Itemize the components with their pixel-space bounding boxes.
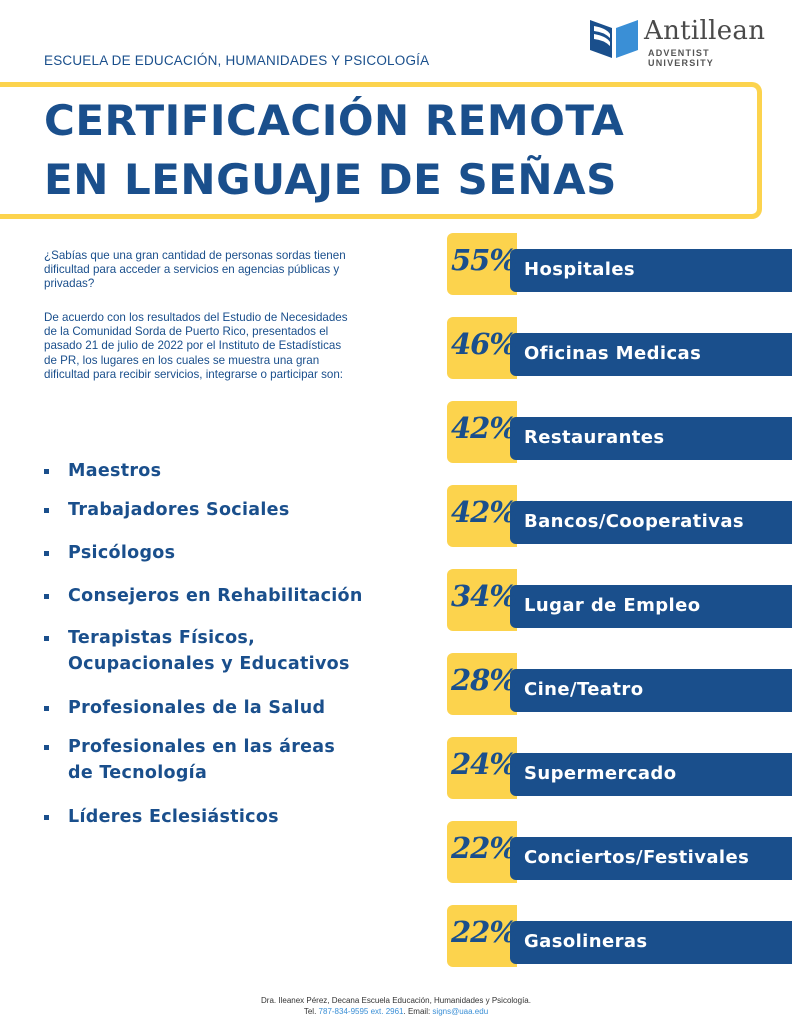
title-line-1: CERTIFICACIÓN REMOTA bbox=[44, 96, 625, 145]
stat-percent: 34% bbox=[451, 579, 516, 613]
stat-percent: 46% bbox=[451, 327, 516, 361]
stat-percent: 22% bbox=[451, 915, 516, 949]
stat-cine-teatro bbox=[447, 653, 792, 715]
stat-percent: 42% bbox=[451, 495, 516, 529]
university-logo bbox=[588, 14, 778, 68]
list-item: Trabajadores Sociales bbox=[44, 497, 290, 523]
title-line-2: EN LENGUAJE DE SEÑAS bbox=[44, 155, 617, 204]
list-item: Líderes Eclesiásticos bbox=[44, 804, 279, 830]
phone-number: 787-834-9595 ext. 2961 bbox=[318, 1007, 404, 1016]
logo-subtitle: ADVENTIST UNIVERSITY bbox=[648, 48, 715, 68]
stat-percent: 28% bbox=[451, 663, 516, 697]
stat-conciertos-festivales bbox=[447, 821, 792, 883]
bullet-icon bbox=[44, 594, 49, 599]
stat-label: Restaurantes bbox=[524, 427, 665, 448]
stat-supermercado bbox=[447, 737, 792, 799]
list-item: Consejeros en Rehabilitación bbox=[44, 583, 363, 609]
intro-paragraph-1: ¿Sabías que una gran cantidad de personas sordas tienen dificultad para acceder a servicios en agencias públicas y privadas? bbox=[44, 249, 346, 291]
stat-label: Bancos/Cooperativas bbox=[524, 511, 745, 532]
footer-contact: Tel. 787-834-9595 ext. 2961. Email: signs@uaa.edu bbox=[303, 1007, 489, 1016]
list-item: Profesionales en las áreas de Tecnología bbox=[44, 734, 335, 786]
stat-hospitales bbox=[447, 233, 792, 295]
stat-percent: 24% bbox=[451, 747, 516, 781]
stat-oficinas-medicas bbox=[447, 317, 792, 379]
list-item: Maestros bbox=[44, 458, 161, 484]
bullet-icon bbox=[44, 706, 49, 711]
list-item: Terapistas Físicos, Ocupacionales y Educativos bbox=[44, 625, 350, 677]
list-item: Profesionales de la Salud bbox=[44, 695, 325, 721]
stat-restaurantes bbox=[447, 401, 792, 463]
bullet-icon bbox=[44, 508, 49, 513]
bullet-icon bbox=[44, 745, 49, 750]
stat-percent: 55% bbox=[451, 243, 516, 277]
bullet-icon bbox=[44, 636, 49, 641]
stat-gasolineras bbox=[447, 905, 792, 967]
school-name: ESCUELA DE EDUCACIÓN, HUMANIDADES Y PSICOLOGÍA bbox=[44, 53, 430, 68]
stat-label: Cine/Teatro bbox=[524, 679, 644, 700]
logo-name: Antillean bbox=[644, 16, 766, 46]
stat-label: Supermercado bbox=[524, 763, 677, 784]
stat-bancos-cooperativas bbox=[447, 485, 792, 547]
intro-paragraph-2: De acuerdo con los resultados del Estudio de Necesidades de la Comunidad Sorda de Puerto Rico, presentados el pasado 21 de julio de 2022 por el Instituto de Estadísticas de PR, los lugares en los cuales se muestra una gran dificultad para recibir servicios, integrarse o participar son: bbox=[44, 311, 348, 381]
stat-label: Hospitales bbox=[524, 259, 636, 280]
book-icon bbox=[588, 14, 640, 64]
bullet-icon bbox=[44, 469, 49, 474]
footer-credit: Dra. Ileanex Pérez, Decana Escuela Educación, Humanidades y Psicología. bbox=[261, 996, 531, 1005]
bullet-icon bbox=[44, 815, 49, 820]
stat-label: Conciertos/Festivales bbox=[524, 847, 750, 868]
stat-percent: 42% bbox=[451, 411, 516, 445]
list-item: Psicólogos bbox=[44, 540, 175, 566]
stat-lugar-de-empleo bbox=[447, 569, 792, 631]
stat-label: Oficinas Medicas bbox=[524, 343, 702, 364]
bullet-icon bbox=[44, 551, 49, 556]
email-link[interactable]: signs@uaa.edu bbox=[432, 1007, 489, 1016]
stat-label: Gasolineras bbox=[524, 931, 648, 952]
stat-percent: 22% bbox=[451, 831, 516, 865]
stat-label: Lugar de Empleo bbox=[524, 595, 701, 616]
